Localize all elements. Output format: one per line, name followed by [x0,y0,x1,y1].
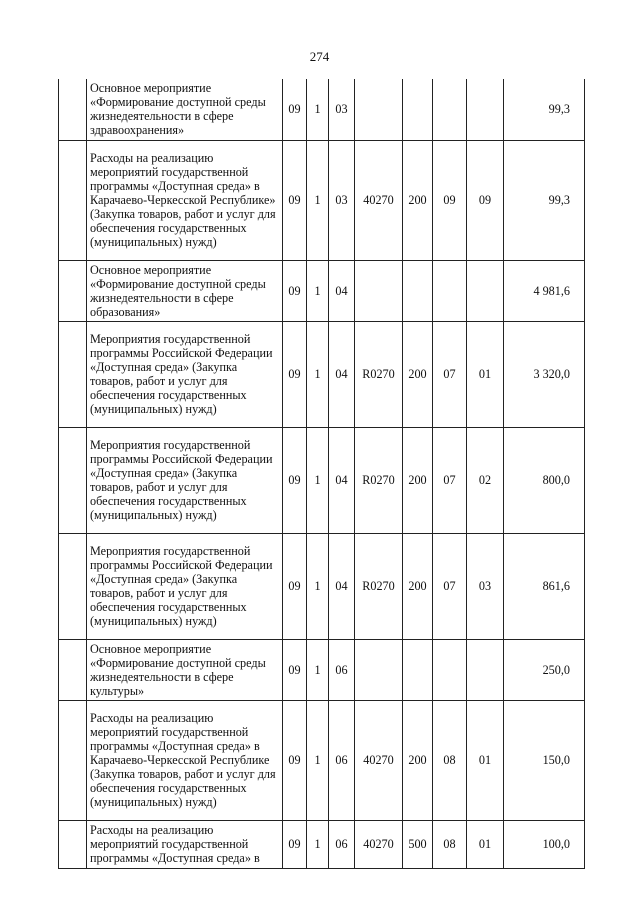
code-cell: 07 [433,533,467,639]
code-cell [403,79,433,140]
code-cell [433,260,467,321]
amount-cell: 800,0 [504,427,585,533]
code-cell: 01 [467,820,504,868]
row-number-cell [59,700,87,820]
code-cell: 1 [307,700,329,820]
table-row [59,639,585,700]
code-cell: 40270 [355,140,403,260]
amount-cell: 99,3 [504,140,585,260]
code-cell: 1 [307,79,329,140]
code-cell: 09 [283,321,307,427]
table-row [59,820,585,868]
row-number-cell [59,260,87,321]
code-cell: 06 [329,700,355,820]
table-row [59,533,585,639]
code-cell: 09 [283,533,307,639]
code-cell: 06 [329,639,355,700]
row-number-cell [59,639,87,700]
amount-cell: 4 981,6 [504,260,585,321]
row-name: Мероприятия государственной программы Российской Федерации «Доступная среда» (Закупка товаров, работ и услуг для обеспечения государственных (муниципальных) нужд) [87,427,283,533]
amount-cell: 99,3 [504,79,585,140]
code-cell: 09 [283,427,307,533]
code-cell: 09 [283,700,307,820]
code-cell: 09 [467,140,504,260]
code-cell: R0270 [355,321,403,427]
code-cell: 200 [403,533,433,639]
row-name: Расходы на реализацию мероприятий государственной программы «Доступная среда» в [87,820,283,868]
row-name: Мероприятия государственной программы Российской Федерации «Доступная среда» (Закупка товаров, работ и услуг для обеспечения государственных (муниципальных) нужд) [87,321,283,427]
code-cell: 01 [467,321,504,427]
code-cell: 01 [467,700,504,820]
code-cell: 1 [307,820,329,868]
code-cell: 07 [433,321,467,427]
code-cell: 09 [283,140,307,260]
code-cell: 40270 [355,700,403,820]
row-name: Расходы на реализацию мероприятий государственной программы «Доступная среда» в Карачаево-Черкесской Республике (Закупка товаров, работ и услуг для обеспечения государственных (муниципальных) нужд) [87,700,283,820]
code-cell: 08 [433,820,467,868]
code-cell [467,79,504,140]
code-cell: 1 [307,533,329,639]
code-cell: 09 [283,820,307,868]
code-cell: 04 [329,533,355,639]
code-cell: 200 [403,427,433,533]
table-row [59,260,585,321]
code-cell: 1 [307,260,329,321]
code-cell: 09 [433,140,467,260]
code-cell [467,260,504,321]
code-cell [355,260,403,321]
code-cell: 08 [433,700,467,820]
page-number: 274 [309,49,330,64]
code-cell: 500 [403,820,433,868]
code-cell: 04 [329,321,355,427]
code-cell: 04 [329,427,355,533]
row-name: Основное мероприятие «Формирование доступной среды жизнедеятельности в сфере здравоохранения» [87,79,283,140]
code-cell: 200 [403,321,433,427]
amount-cell: 3 320,0 [504,321,585,427]
budget-table [58,79,585,869]
code-cell [355,79,403,140]
code-cell: 02 [467,427,504,533]
code-cell: 1 [307,427,329,533]
code-cell: R0270 [355,533,403,639]
code-cell [433,79,467,140]
amount-cell: 150,0 [504,700,585,820]
row-number-cell [59,79,87,140]
code-cell: 1 [307,639,329,700]
code-cell: 09 [283,260,307,321]
code-cell: 09 [283,639,307,700]
code-cell: 200 [403,140,433,260]
table-row [59,427,585,533]
row-number-cell [59,533,87,639]
amount-cell: 100,0 [504,820,585,868]
table-row [59,700,585,820]
code-cell [403,639,433,700]
code-cell: R0270 [355,427,403,533]
amount-cell: 250,0 [504,639,585,700]
code-cell: 07 [433,427,467,533]
code-cell: 03 [329,140,355,260]
row-name: Основное мероприятие «Формирование доступной среды жизнедеятельности в сфере образования» [87,260,283,321]
code-cell: 06 [329,820,355,868]
code-cell [467,639,504,700]
row-number-cell [59,820,87,868]
row-number-cell [59,321,87,427]
code-cell: 09 [283,79,307,140]
table-row [59,321,585,427]
code-cell [403,260,433,321]
table-row [59,140,585,260]
row-name: Мероприятия государственной программы Российской Федерации «Доступная среда» (Закупка товаров, работ и услуг для обеспечения государственных (муниципальных) нужд) [87,533,283,639]
code-cell: 1 [307,321,329,427]
table-row [59,79,585,140]
row-name: Расходы на реализацию мероприятий государственной программы «Доступная среда» в Карачаево-Черкесской Республике» (Закупка товаров, работ и услуг для обеспечения государственных (муниципальных) нужд) [87,140,283,260]
code-cell: 03 [467,533,504,639]
row-number-cell [59,427,87,533]
amount-cell: 861,6 [504,533,585,639]
code-cell: 40270 [355,820,403,868]
row-number-cell [59,140,87,260]
code-cell [355,639,403,700]
code-cell [433,639,467,700]
code-cell: 200 [403,700,433,820]
row-name: Основное мероприятие «Формирование доступной среды жизнедеятельности в сфере культуры» [87,639,283,700]
code-cell: 03 [329,79,355,140]
code-cell: 1 [307,140,329,260]
code-cell: 04 [329,260,355,321]
